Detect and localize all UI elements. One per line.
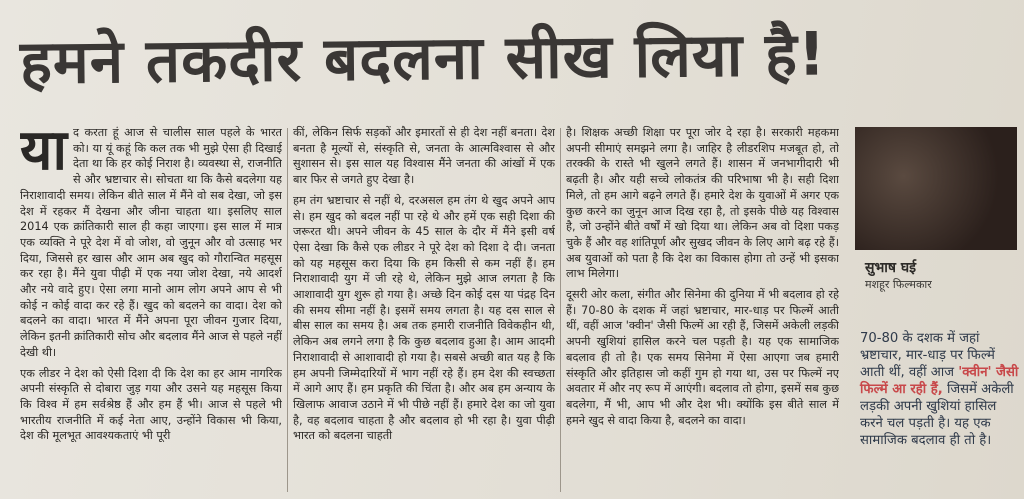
paragraph: द करता हूं आज से चालीस साल पहले के भारत को। या यूं कहूं कि कल तक भी मुझे ऐसा ही दिखाई देता था कि हर कोई निराश है। व्यवस्था से, राजनीति से और भ्रष्टाचार से। सोचता था कि कैसे बदलेगा यह निराशावादी समय। लेकिन बीते साल में मैंने वो सब देखा, जो इस देश में रहकर मैं देखना और जीना चाहता था। इसलिए साल 2014 एक क्रांतिकारी साल ही कहा जाएगा। इस साल में मात्र एक व्यक्ति ने पूरे देश में वो जोश, वो जुनून और वो उत्साह भर दिया, जिससे हर खास और आम अब खुद को गौरान्वित महसूस कर रहा है। मैंने युवा पीढ़ी में एक नया जोश देखा, नये आदर्श और नये वादे हुए। ऐसा लगा मानो आम लोग अपने आप से भी कोई न कोई वादा कर रहे हैं। खुद को बदलने का वादा। देश को बदलने का वादा। भारत में मैंने अपना पूरा जीवन गुजार दिया, लेकिन इतनी क्रांतिकारी सोच और बदलाव मैंने आज से पहले नहीं देखी थी। [20,126,282,359]
column-divider [287,128,288,492]
article-column-3 [566,125,839,497]
paragraph: हम तंग भ्रष्टाचार से नहीं थे, दरअसल हम तंग थे खुद अपने आप से। हम खुद को बदल नहीं पा रहे थे और हमें एक सही दिशा की जरूरत थी। अपने जीवन के 45 साल के दौर में मैंने इसी वर्ष ऐसा देखा कि कैसे एक लीडर ने पूरे देश को दिशा दे दी। जनता को यह महसूस करा दिया कि हम किसी से कम नहीं हैं। हम निराशावादी युग में जी रहे थे, लेकिन मुझे आज लगता है कि आशावादी युग शुरू हो गया है। अच्छे दिन कोई दस या पंद्रह दिन की समय सीमा नहीं है। इसमें समय लगता है। यह दस साल से बीस साल का समय है। अब तक हमारी राजनीति विवेकहीन थी, लेकिन अब लगने लगा है कि कुछ बदलाव हुआ है। आम आदमी निराशावादी से आशावादी हो गया है। सबसे अच्छी बात यह है कि हम अपनी जिम्मेदारियों में भाग नहीं रहे हैं। हम देश की स्वच्छता में आगे आए हैं। हम प्रकृति की चिंता है। और अब हम अन्याय के खिलाफ आवाज उठाने में भी पीछे नहीं हैं। हमारे देश का जो युवा है, वह बदलाव चाहता है और बदलाव हो भी रहा है। युवा पीढ़ी भारत को बदलना चाहती [293,193,555,443]
paragraph: है। शिक्षक अच्छी शिक्षा पर पूरा जोर दे रहा है। सरकारी महकमा अपनी सीमाएं समझने लगा है। जाहिर है लीडरशिप मजबूत हो, तो तरक्की के रास्ते भी खुलने लगते हैं। शासन में जनभागीदारी भी बढ़ती है। और यही सच्चे लोकतंत्र की परिभाषा भी है। सही दिशा मिले, तो हम आगे बढ़ने लगते हैं। हमारे देश के युवाओं में अगर एक कुछ करने का जुनून आज दिख रहा है, तो इसके पीछे यह विश्वास है, जो उन्होंने बीते वर्षों में खो दिया था। लेकिन अब वो दिशा पकड़ चुके हैं और वह शांतिपूर्ण और सुखद जीवन के लिए आगे बढ़ रहे हैं। अब युवाओं को पता है कि देश का विकास होगा तो उन्हें भी इसका लाभ मिलेगा। [566,126,839,281]
column-divider [560,128,561,492]
author-role: मशहूर फिल्मकार [865,278,932,291]
paragraph: एक लीडर ने देश को ऐसी दिशा दी कि देश का हर आम नागरिक अपनी संस्कृति से दोबारा जुड़ गया और उसने यह महसूस किया कि विश्व में हम सर्वश्रेष्ठ हैं और हम हैं भी। आज से पहले भी भारतीय राजनीति में कई नेता आए, उन्होंने विकास भी किया, देश की मूलभूत आवश्यकताएं भी पूरी [20,366,282,443]
paragraph: दूसरी ओर कला, संगीत और सिनेमा की दुनिया में भी बदलाव हो रहे हैं। 70-80 के दशक में जहां भ्रष्टाचार, मार-धाड़ पर फिल्में आती थीं, वहीं आज 'क्वीन' जैसी फिल्में आ रही हैं, जिसमें अकेली लड़की अपनी खुशियां हासिल करने चल पड़ती है। यह एक सामाजिक बदलाव ही तो है। एक समय सिनेमा में ऐसा आएगा जब हमारी संस्कृति और इतिहास जो कहीं गुम हो गया था, उस पर फिल्में नए अवतार में और नए रूप में आएंगी। बदलाव तो होगा, इसमें सब कुछ बदलेगा, मैं भी, आप भी और देश भी। क्योंकि इस बीते साल में हमने खुद से वादा किया है, बदलने का वादा। [566,288,839,427]
headline: हमने तकदीर बदलना सीख लिया है! [19,19,827,98]
author-photo [855,127,1017,250]
pull-quote-highlight: 'क्वीन' जैसी फिल्में आ रही हैं, [860,365,1019,397]
article-column-2 [293,125,555,497]
pull-quote [860,330,1020,449]
article-column-1 [20,125,282,497]
author-name: सुभाष घई [865,260,917,276]
pull-quote-text: जिसमें अकेली लड़की अपनी खुशियां हासिल करने चल पड़ती है। यह एक सामाजिक बदलाव ही तो है। [860,382,1014,448]
pull-quote-text: 70-80 के दशक में जहां भ्रष्टाचार, मार-धाड़ पर फिल्में आती थीं, वहीं आज [860,331,995,380]
drop-cap: या [20,125,67,183]
paragraph: कीं, लेकिन सिर्फ सड़कों और इमारतों से ही देश नहीं बनता। देश बनता है मूल्यों से, संस्कृति से, जनता के आत्मविश्वास से और सुशासन से। इस साल यह विश्वास मैंने जनता की आंखों में एक बार फिर से जगते हुए देखा है। [293,126,555,187]
